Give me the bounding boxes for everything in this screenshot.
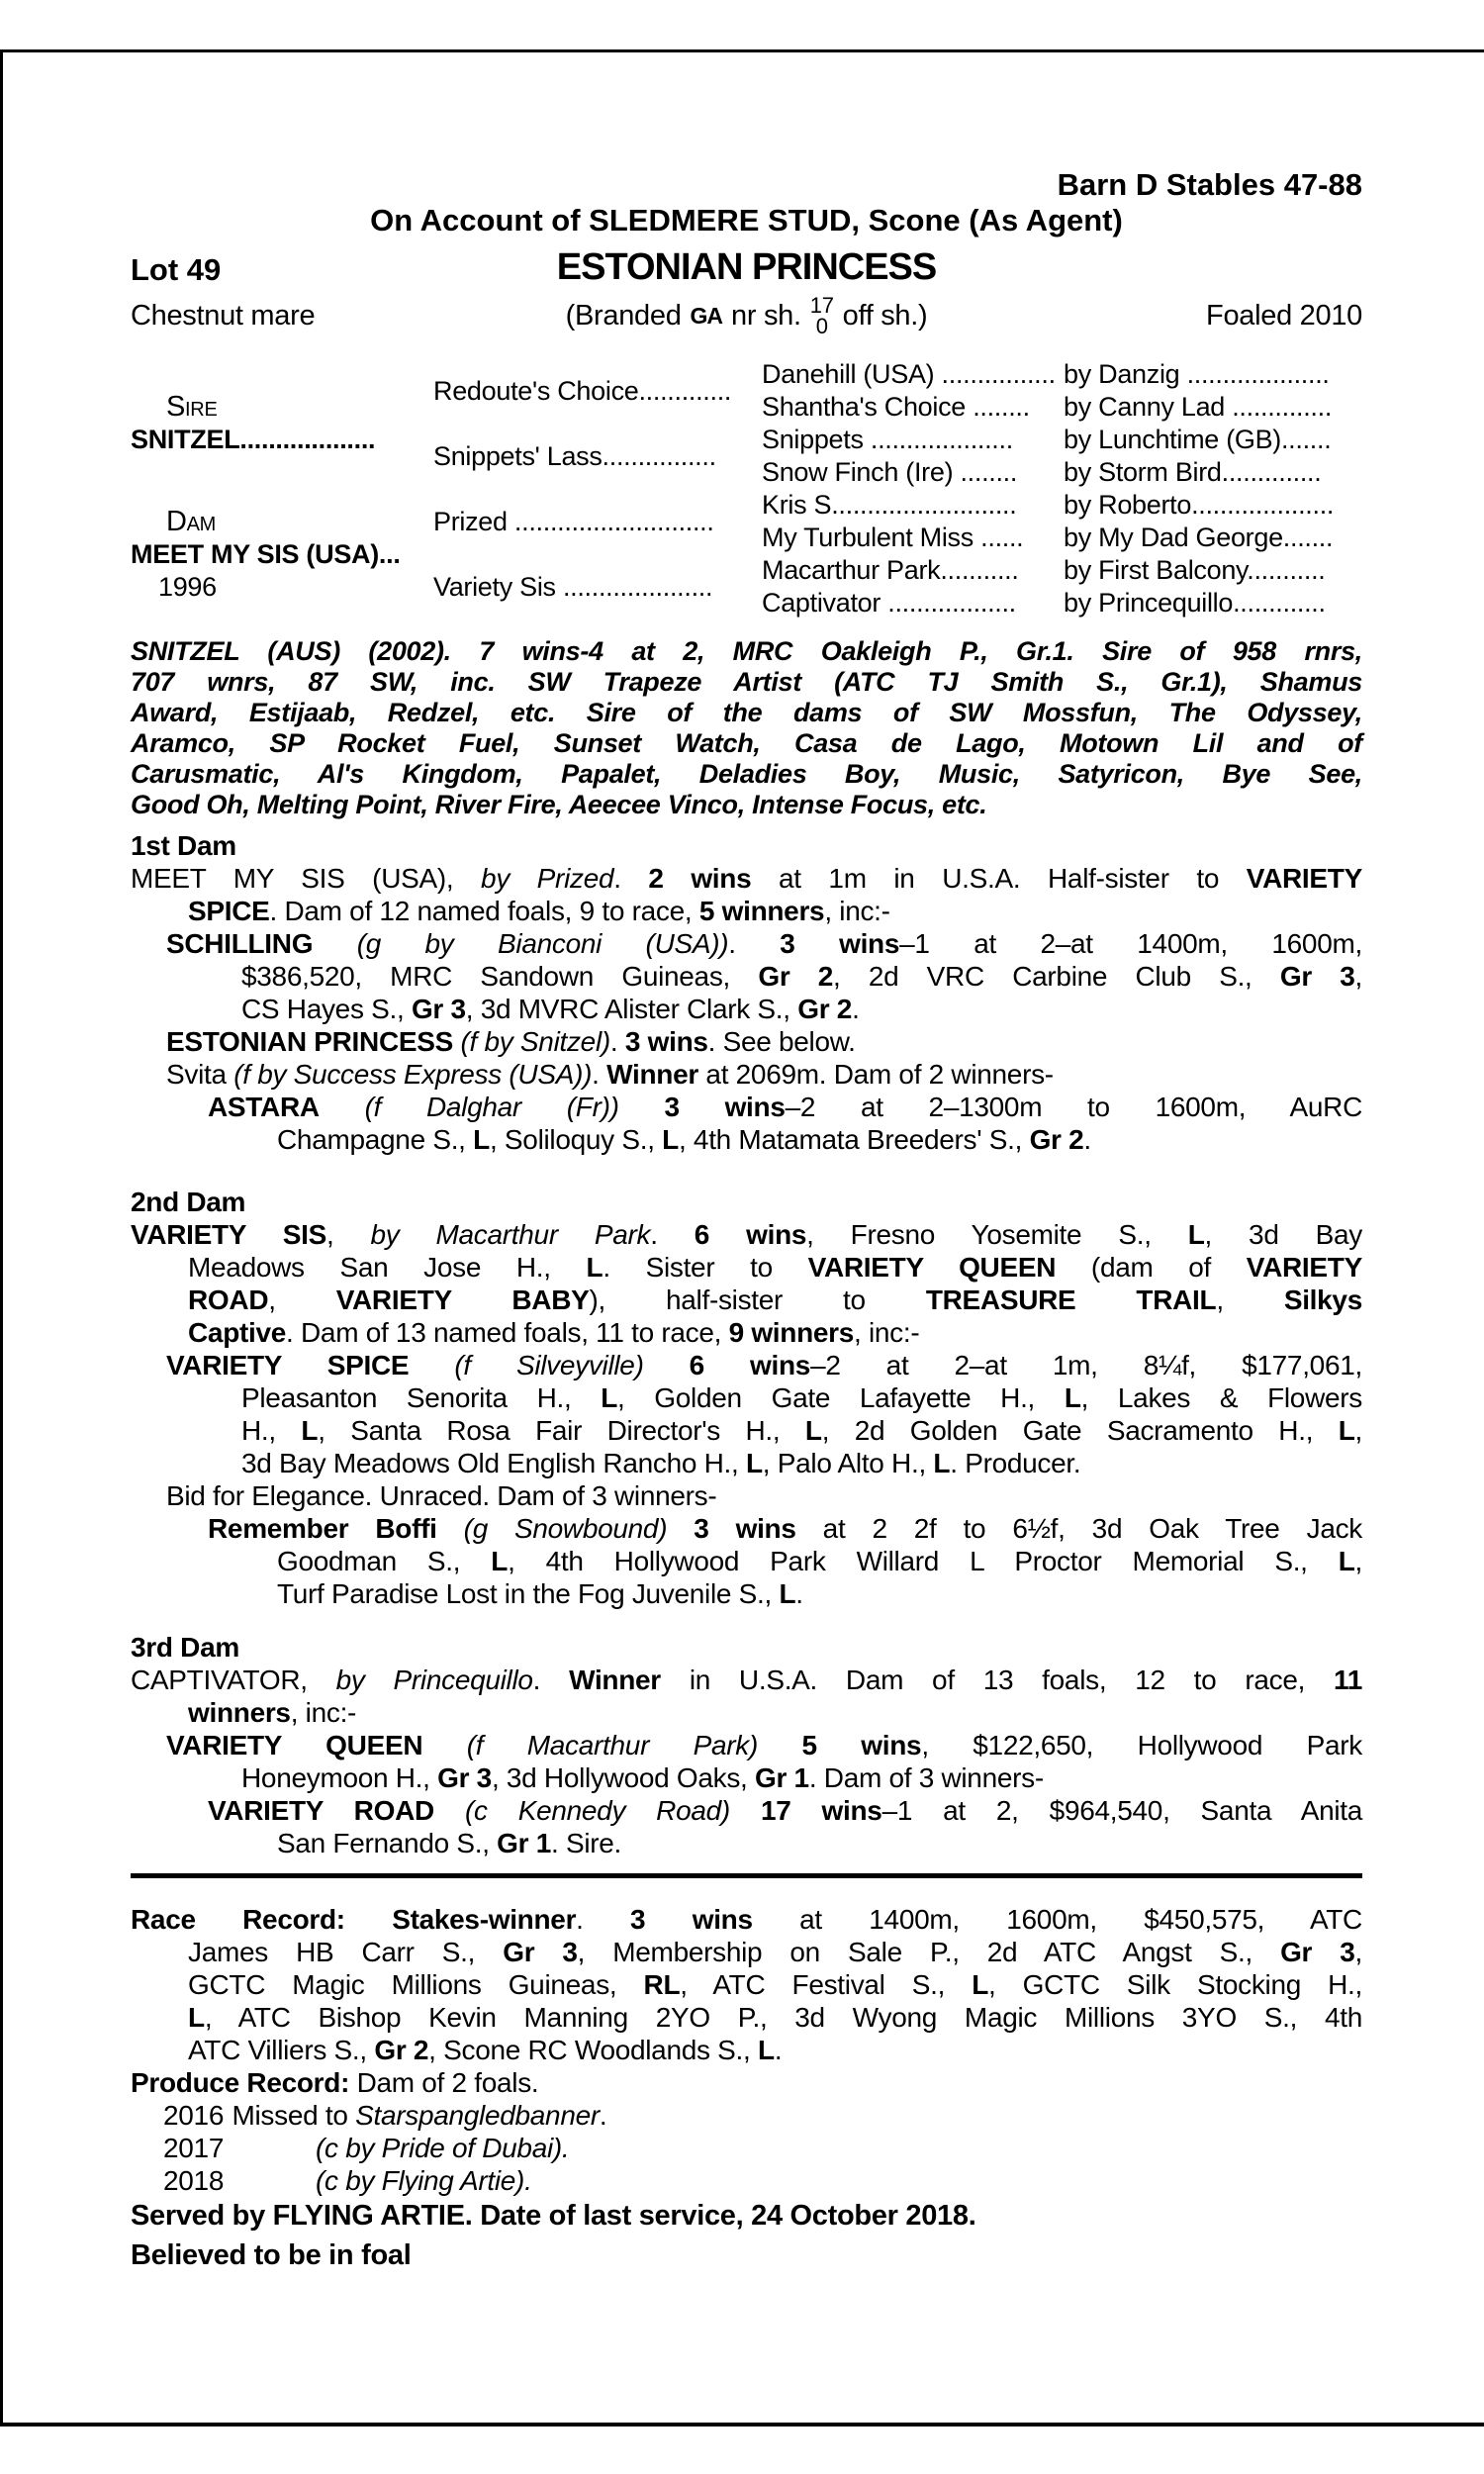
catalogue-line (131, 1058, 1362, 1091)
catalogue-line (131, 1903, 1362, 1936)
text-run: . Sister to (603, 1252, 808, 1283)
pedigree-gen3-entry: Danehill (USA) ................ (762, 359, 1056, 389)
catalogue-line (131, 1761, 1362, 1794)
text-run: by Prized (481, 863, 614, 894)
catalogue-line (131, 1218, 1362, 1251)
page-border-bottom (0, 2423, 1484, 2426)
catalogue-line (131, 960, 1362, 993)
text-run: , 4th Hollywood Park Willard L Proctor Memorial S., (508, 1546, 1339, 1576)
lot-number: Lot 49 (131, 252, 222, 287)
text-run: SNITZEL (AUS) (2002). 7 wins-4 at 2, MRC Oakleigh P., Gr.1. Sire of 958 rnrs, (131, 636, 1362, 666)
pedigree-gen3-entry: Snippets .................... (762, 425, 1013, 454)
consignor-line: On Account of SLEDMERE STUD, Scone (As Agent) (370, 203, 1123, 238)
catalogue-line (131, 1251, 1362, 1284)
pedigree-gen4-entry: by Princequillo............. (1064, 588, 1326, 618)
text-run: Produce Record: (131, 2067, 350, 2098)
catalogue-line (131, 1349, 1362, 1381)
catalogue-line (131, 728, 1362, 759)
text-run: Gr 2 (758, 961, 834, 992)
catalogue-line (131, 1827, 1362, 1859)
text-run: 3 wins (664, 1092, 786, 1122)
text-run: VARIETY (1246, 1252, 1362, 1283)
text-run: . (852, 994, 860, 1024)
text-run: San Fernando S., (277, 1828, 498, 1858)
catalogue-line (131, 1729, 1362, 1761)
text-run (667, 1513, 694, 1544)
text-run: Silkys (1283, 1285, 1362, 1315)
pedigree-gen3-entry: Kris S.......................... (762, 490, 1017, 520)
text-run: 3 wins (624, 1026, 708, 1057)
text-run: (f by Snitzel) (460, 1026, 610, 1057)
text-run: , 2d VRC Carbine Club S., (833, 961, 1280, 992)
text-run: 6 wins (689, 1350, 811, 1380)
text-run: Race Record: Stakes-winner (131, 1904, 577, 1935)
section-heading-2nd-dam: 2nd Dam (131, 1187, 246, 1217)
text-run: Remember Boffi (208, 1513, 437, 1544)
pedigree-sire-cell (131, 358, 433, 489)
catalogue-line (131, 1696, 1362, 1729)
pedigree-gen4-entry: by Storm Bird.............. (1064, 457, 1322, 487)
text-run: 11 (1333, 1665, 1362, 1695)
text-run: at 1m in U.S.A. Half-sister to (751, 863, 1247, 894)
text-run: winners (188, 1697, 291, 1728)
pedigree-gen2-entry: Prized ............................ (433, 506, 714, 536)
text-run: Gr 3 (503, 1937, 578, 1967)
horse-name-title: ESTONIAN PRINCESS (556, 246, 937, 288)
text-run: (c Kennedy Road) (464, 1795, 730, 1826)
text-run: L (301, 1415, 319, 1446)
pedigree-gen4-entry: by Roberto.................... (1064, 490, 1335, 520)
pedigree-gen3-entry: Captivator .................. (762, 588, 1016, 618)
section-heading-1st-dam: 1st Dam (131, 830, 236, 861)
text-run: L (758, 2035, 775, 2065)
pedigree-table (131, 358, 1362, 619)
text-run (644, 1350, 690, 1380)
text-run: ASTARA (208, 1092, 320, 1122)
text-run: Gr 3 (1279, 961, 1355, 992)
catalogue-line (131, 1381, 1362, 1414)
text-run: (c by Flying Artie). (316, 2165, 532, 2196)
lot-title-row (131, 245, 1362, 295)
text-run: (f Silveyville) (454, 1350, 644, 1380)
text-run: . (650, 1219, 695, 1250)
text-run: SCHILLING (166, 928, 314, 959)
text-run: . Dam of 3 winners- (808, 1762, 1044, 1793)
pedigree-gen4-entry: by My Dad George....... (1064, 523, 1334, 552)
text-run: H., (241, 1415, 302, 1446)
text-run: , (268, 1285, 336, 1315)
text-run: Svita (166, 1059, 234, 1090)
pedigree-gen4-entry: by Lunchtime (GB)....... (1064, 425, 1332, 454)
text-run: Goodman S., (277, 1546, 492, 1576)
text-run: . (599, 2100, 607, 2131)
produce-record-line (131, 2099, 1362, 2132)
text-run: . Sire. (550, 1828, 622, 1858)
text-run: by Princequillo (335, 1665, 533, 1695)
text-run (619, 1092, 665, 1122)
catalogue-line (131, 1284, 1362, 1316)
produce-record-line (131, 2164, 1362, 2197)
in-foal-statement: Believed to be in foal (131, 2239, 412, 2271)
catalogue-line (131, 2001, 1362, 2034)
catalogue-line (131, 1479, 1362, 1512)
pedigree-gen3-entry: Snow Finch (Ire) ........ (762, 457, 1018, 487)
text-run: L (804, 1415, 822, 1446)
brand-number-bottom: 0 (815, 314, 828, 338)
dam-label: Dam (166, 505, 217, 537)
text-run: Winner (569, 1665, 661, 1695)
text-run: Turf Paradise Lost in the Fog Juvenile S., (277, 1578, 780, 1609)
text-run: L (586, 1252, 603, 1283)
catalogue-line (131, 1091, 1362, 1123)
text-run (434, 1795, 465, 1826)
text-run: L (491, 1546, 509, 1576)
catalogue-line (131, 1025, 1362, 1058)
text-run: ESTONIAN PRINCESS (166, 1026, 453, 1057)
text-run: 6 wins (694, 1219, 807, 1250)
text-run: L (972, 1969, 989, 2000)
text-run: , inc:- (824, 896, 890, 926)
catalogue-line (131, 759, 1362, 790)
text-run: Gr 3 (411, 994, 466, 1024)
text-run: , (1354, 961, 1363, 992)
catalogue-line (131, 636, 1362, 667)
pedigree-gen2-entry: Variety Sis ..................... (433, 571, 713, 602)
text-run: Carusmatic, Al's Kingdom, Papalet, Deladies Boy, Music, Satyricon, Bye See, (131, 759, 1362, 789)
text-run: Meadows San Jose H., (188, 1252, 587, 1283)
text-run: . (592, 1059, 607, 1090)
text-run: (dam of (1056, 1252, 1247, 1283)
pedigree-gen3-entry: Macarthur Park........... (762, 555, 1019, 585)
text-run: , 3d Bay (1204, 1219, 1362, 1250)
text-run: 5 winners (698, 896, 825, 926)
produce-year: 2018 (163, 2165, 225, 2196)
text-run: Starspangledbanner (355, 2100, 600, 2131)
text-run: $386,520, MRC Sandown Guineas, (241, 961, 759, 992)
text-run: L (1338, 1415, 1355, 1446)
text-run: Dam of 2 foals. (349, 2067, 539, 2098)
text-run: TREASURE TRAIL (925, 1285, 1217, 1315)
brand-near-shoulder: nr sh. (731, 299, 801, 332)
text-run: , Soliloquy S., (489, 1124, 663, 1155)
text-run: VARIETY SPICE (166, 1350, 410, 1380)
text-run: –1 at 2, $964,540, Santa Anita (881, 1795, 1363, 1826)
text-run: Aramco, SP Rocket Fuel, Sunset Watch, Casa de Lago, Motown Lil and of (131, 728, 1362, 758)
text-run: Good Oh, Melting Point, River Fire, Aeecee Vinco, Intense Focus, etc. (131, 790, 987, 819)
text-run: ROAD (188, 1285, 269, 1315)
text-run: ATC Villiers S., (188, 2035, 375, 2065)
service-statement: Served by FLYING ARTIE. Date of last service, 24 October 2018. (131, 2200, 976, 2232)
sire-label: Sire (166, 391, 218, 423)
text-run: in U.S.A. Dam of 13 foals, 12 to race, (660, 1665, 1334, 1695)
text-run: (g by Bianconi (USA)) (356, 928, 729, 959)
text-run: Gr 1 (755, 1762, 809, 1793)
text-run: CAPTIVATOR, (131, 1665, 336, 1695)
text-run: (f Dalghar (Fr)) (364, 1092, 619, 1122)
text-run: L (188, 2002, 205, 2033)
text-run: , Lakes & Flowers (1080, 1382, 1362, 1413)
text-run: VARIETY QUEEN (166, 1730, 423, 1760)
text-run: . (795, 1578, 803, 1609)
text-run: Winner (606, 1059, 698, 1090)
brand-number-stack (810, 295, 834, 336)
text-run: . Dam of 13 named foals, 11 to race, (286, 1317, 729, 1348)
text-run: 3 wins (694, 1513, 796, 1544)
text-run: Gr 3 (1280, 1937, 1355, 1967)
text-run: , GCTC Silk Stocking H., (988, 1969, 1363, 2000)
text-run (313, 928, 357, 959)
dam-name: MEET MY SIS (USA)... (131, 538, 401, 569)
catalogue-line (131, 993, 1362, 1025)
text-run: (g Snowbound) (463, 1513, 668, 1544)
catalogue-line (131, 1545, 1362, 1577)
catalogue-line (131, 927, 1362, 960)
text-run: 707 wnrs, 87 SW, inc. SW Trapeze Artist (ATC TJ Smith S., Gr.1), Shamus (131, 667, 1362, 697)
text-run: , Santa Rosa Fair Director's H., (318, 1415, 805, 1446)
text-run: VARIETY SIS (131, 1219, 326, 1250)
catalogue-line (131, 1447, 1362, 1479)
text-run: , (1354, 1937, 1363, 1967)
text-run: , Membership on Sale P., 2d ATC Angst S., (577, 1937, 1281, 1967)
text-run: L (745, 1448, 763, 1478)
text-run: Gr 2 (797, 994, 853, 1024)
pedigree-dam-cell (131, 489, 433, 619)
text-run: . (728, 928, 781, 959)
text-run: VARIETY BABY (335, 1285, 590, 1315)
text-run: Gr 1 (497, 1828, 551, 1858)
text-run: , Golden Gate Lafayette H., (617, 1382, 1065, 1413)
text-run: L (933, 1448, 951, 1478)
text-run: RL (643, 1969, 681, 2000)
text-run: , ATC Festival S., (680, 1969, 973, 2000)
text-run: at 2069m. Dam of 2 winners- (697, 1059, 1054, 1090)
page-border-left (0, 49, 3, 2426)
text-run (409, 1350, 454, 1380)
text-run: , (1354, 1415, 1363, 1446)
text-run: , (325, 1219, 371, 1250)
pedigree-gen4-entry: by Danzig .................... (1064, 359, 1330, 389)
text-run: , (1354, 1546, 1362, 1576)
section-heading-3rd-dam: 3rd Dam (131, 1632, 239, 1663)
text-run: L (473, 1124, 490, 1155)
text-run: at 1400m, 1600m, $450,575, ATC (752, 1904, 1362, 1935)
text-run: (f by Success Express (USA)) (233, 1059, 593, 1090)
text-run (758, 1730, 802, 1760)
produce-year: 2017 (163, 2133, 225, 2163)
text-run: MEET MY SIS (USA), (131, 863, 482, 894)
text-run: –1 at 2–at 1400m, 1600m, (899, 928, 1362, 959)
section-body-1st-dam (131, 862, 1362, 1156)
catalogue-line (131, 1936, 1362, 1968)
text-run: , (1216, 1285, 1284, 1315)
text-run: L (1187, 1219, 1205, 1250)
text-run: , inc:- (854, 1317, 920, 1348)
text-run: L (779, 1578, 796, 1609)
text-run: Pleasanton Senorita H., (241, 1382, 602, 1413)
pedigree-gen4-entry: by Canny Lad .............. (1064, 392, 1333, 422)
text-run: James HB Carr S., (188, 1937, 504, 1967)
text-run: , 4th Matamata Breeders' S., (678, 1124, 1030, 1155)
text-run: , 2d Golden Gate Sacramento H., (821, 1415, 1339, 1446)
text-run: Missed to (232, 2100, 356, 2131)
catalogue-line (131, 2066, 1362, 2099)
catalogue-line (131, 1414, 1362, 1447)
text-run: . (1083, 1124, 1091, 1155)
text-run: –2 at 2–at 1m, 8¼f, $177,061, (810, 1350, 1362, 1380)
catalogue-line (131, 1968, 1362, 2001)
catalogue-line (131, 1577, 1362, 1610)
section-body-2nd-dam (131, 1218, 1362, 1610)
text-run: 2 wins (648, 863, 752, 894)
text-run: ), half-sister to (589, 1285, 926, 1315)
text-run: GCTC Magic Millions Guineas, (188, 1969, 644, 2000)
text-run: Gr 2 (374, 2035, 429, 2065)
text-run: (f Macarthur Park) (466, 1730, 758, 1760)
dam-year: 1996 (158, 571, 217, 602)
catalogue-line (131, 1316, 1362, 1349)
text-run: , Scone RC Woodlands S., (428, 2035, 758, 2065)
text-run: . Dam of 12 named foals, 9 to race, (269, 896, 699, 926)
text-run: L (1064, 1382, 1081, 1413)
text-run: 3 wins (780, 928, 900, 959)
brand-description (447, 295, 1046, 336)
text-run: L (662, 1124, 679, 1155)
text-run: , 3d Hollywood Oaks, (491, 1762, 755, 1793)
text-run: , $122,650, Hollywood Park (921, 1730, 1362, 1760)
text-run: . (613, 863, 649, 894)
pedigree-gen2-entry: Snippets' Lass................ (433, 440, 716, 471)
race-produce-record (131, 1903, 1362, 2197)
catalogue-line (131, 895, 1362, 927)
text-run: . Producer. (950, 1448, 1081, 1478)
text-run: VARIETY (1246, 863, 1362, 894)
text-run: Bid for Elegance. Unraced. Dam of 3 winners- (166, 1480, 717, 1511)
horse-details-row (131, 295, 1362, 336)
text-run (320, 1092, 365, 1122)
text-run: 17 wins (760, 1795, 882, 1826)
colour-sex: Chestnut mare (131, 299, 316, 332)
brand-mark: GA (690, 302, 723, 329)
brand-prefix: (Branded (565, 299, 682, 332)
text-run: –2 at 2–1300m to 1600m, AuRC (785, 1092, 1362, 1122)
pedigree-gen3-entry: My Turbulent Miss ...... (762, 523, 1024, 552)
foaled-year: Foaled 2010 (1206, 299, 1362, 332)
catalogue-line (131, 790, 1362, 820)
text-run: L (601, 1382, 618, 1413)
text-run: , Palo Alto H., (762, 1448, 934, 1478)
sire-name: SNITZEL................... (131, 425, 376, 454)
catalogue-line (131, 2034, 1362, 2066)
text-run (422, 1730, 467, 1760)
catalogue-line (131, 667, 1362, 698)
text-run: . (532, 1665, 570, 1695)
sire-summary-paragraph (131, 636, 1362, 820)
text-run: . See below. (707, 1026, 856, 1057)
text-run: . (609, 1026, 625, 1057)
barn-label: Barn D Stables 47-88 (1057, 167, 1362, 202)
produce-record-line (131, 2132, 1362, 2164)
text-run: Champagne S., (277, 1124, 474, 1155)
catalogue-line (131, 862, 1362, 895)
text-run: Gr 3 (437, 1762, 492, 1793)
text-run: SPICE (188, 896, 270, 926)
text-run: 5 wins (801, 1730, 922, 1760)
pedigree-gen4-entry: by First Balcony........... (1064, 555, 1326, 585)
produce-year: 2016 (163, 2100, 225, 2131)
catalogue-line (131, 1664, 1362, 1696)
text-run: VARIETY ROAD (208, 1795, 434, 1826)
text-run: 9 winners (728, 1317, 855, 1348)
text-run: Captive (188, 1317, 287, 1348)
text-run: Award, Estijaab, Redzel, etc. Sire of the dams of SW Mossfun, The Odyssey, (131, 698, 1362, 727)
text-run: VARIETY QUEEN (807, 1252, 1057, 1283)
catalogue-line (131, 1794, 1362, 1827)
page-border-top (0, 49, 1484, 52)
text-run: L (1338, 1546, 1355, 1576)
text-run: , Fresno Yosemite S., (806, 1219, 1188, 1250)
text-run: CS Hayes S., (241, 994, 412, 1024)
text-run: 3 wins (630, 1904, 753, 1935)
text-run: by Macarthur Park (370, 1219, 651, 1250)
catalogue-line (131, 698, 1362, 728)
catalogue-line (131, 1512, 1362, 1545)
text-run: , ATC Bishop Kevin Manning 2YO P., 3d Wyong Magic Millions 3YO S., 4th (204, 2002, 1362, 2033)
catalogue-line (131, 1123, 1362, 1156)
text-run: . (576, 1904, 631, 1935)
section-divider-rule (131, 1873, 1362, 1878)
text-run (730, 1795, 761, 1826)
text-run: 3d Bay Meadows Old English Rancho H., (241, 1448, 746, 1478)
brand-off-shoulder: off sh.) (842, 299, 928, 332)
text-run: , inc:- (290, 1697, 357, 1728)
section-body-3rd-dam (131, 1664, 1362, 1859)
text-run: Honeymoon H., (241, 1762, 438, 1793)
text-run: at 2 2f to 6½f, 3d Oak Tree Jack (795, 1513, 1362, 1544)
text-run: (c by Pride of Dubai). (316, 2133, 570, 2163)
pedigree-gen3-entry: Shantha's Choice ........ (762, 392, 1030, 422)
brand-number-top: 17 (809, 293, 834, 318)
text-run: . (774, 2035, 783, 2065)
text-run (437, 1513, 464, 1544)
text-run: , 3d MVRC Alister Clark S., (465, 994, 798, 1024)
text-run: Gr 2 (1029, 1124, 1084, 1155)
pedigree-gen2-entry: Redoute's Choice............. (433, 375, 732, 406)
